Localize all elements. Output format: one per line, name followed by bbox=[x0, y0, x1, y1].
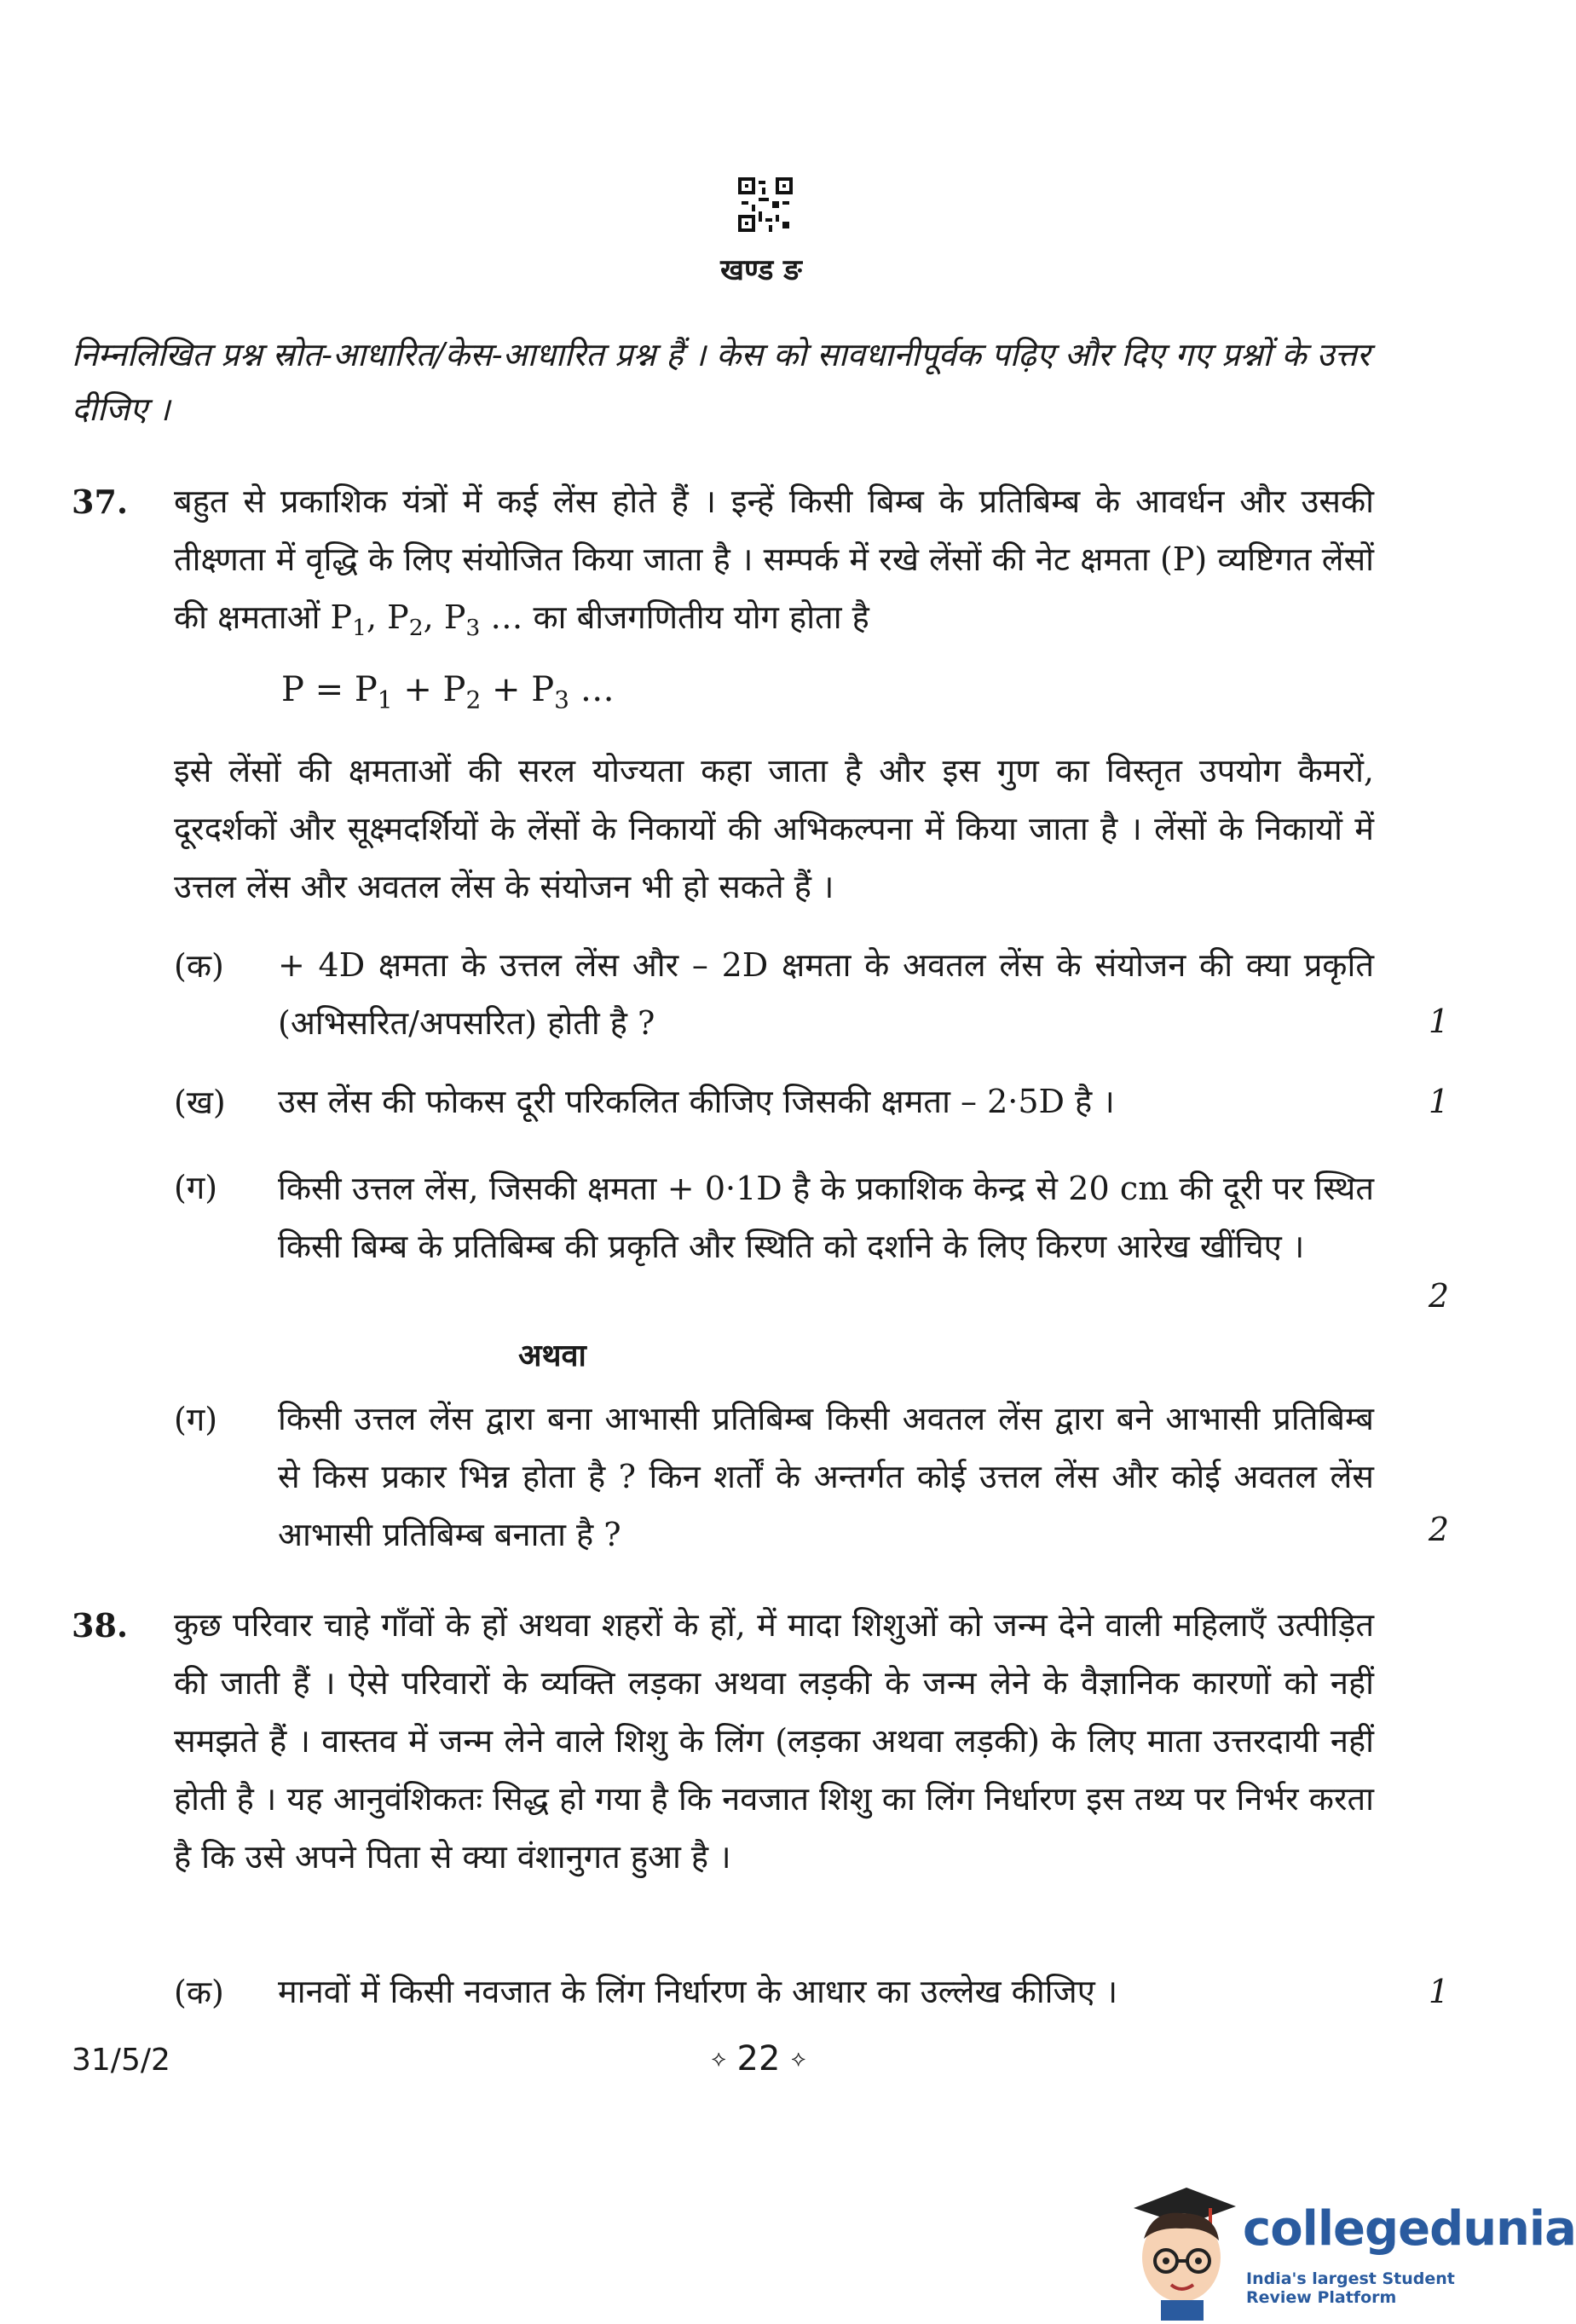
part-text: मानवों में किसी नवजात के लिंग निर्धारण के आधार का उल्लेख कीजिए । bbox=[278, 1973, 1118, 2010]
brand-name: collegedunia bbox=[1243, 2201, 1576, 2257]
marks: 2 bbox=[1428, 1511, 1449, 1548]
part-label: (क) bbox=[174, 1974, 224, 2011]
plus: + P bbox=[392, 670, 466, 709]
subscript: 2 bbox=[465, 685, 482, 714]
question-number: 38. bbox=[72, 1606, 129, 1645]
marks: 1 bbox=[1428, 1973, 1449, 2010]
page-number-value: 22 bbox=[736, 2039, 781, 2078]
ornament-icon: ⟡ bbox=[711, 2045, 726, 2072]
marks: 2 bbox=[1428, 1277, 1449, 1315]
paper-code: 31/5/2 bbox=[72, 2043, 170, 2078]
marks: 1 bbox=[1428, 1003, 1449, 1040]
intro-tail: … का बीजगणितीय योग होता है bbox=[480, 598, 869, 636]
formula-lhs: P = P bbox=[281, 670, 378, 709]
plus: + P bbox=[481, 670, 555, 709]
formula bbox=[281, 670, 615, 714]
question-paragraph: इसे लेंसों की क्षमताओं की सरल योज्यता कहा जाता है और इस गुण का विस्तृत उपयोग कैमरों, दूरदर्शकों और सूक्ष्मदर्शियों के लेंसों के निकायों की अभिकल्पना में किया जाता है । लेंसों के निकायों में उत्तल लेंस और अवतल लेंस के संयोजन भी हो सकते हैं । bbox=[174, 752, 1374, 905]
subscript: 1 bbox=[352, 614, 367, 641]
instruction-text: निम्नलिखित प्रश्न स्रोत-आधारित/केस-आधारित प्रश्न हैं । केस को सावधानीपूर्वक पढ़िए और दिए गए प्रश्नों के उत्तर दीजिए । bbox=[72, 336, 1371, 428]
part-text: किसी उत्तल लेंस, जिसकी क्षमता + 0·1D है के प्रकाशिक केन्द्र से 20 cm की दूरी पर स्थित किसी बिम्ब के प्रतिबिम्ब की प्रकृति और स्थिति को दर्शाने के लिए किरण आरेख खींचिए । bbox=[278, 1170, 1374, 1265]
qr-code-icon bbox=[738, 177, 793, 232]
question-number: 37. bbox=[72, 483, 129, 521]
marks: 1 bbox=[1428, 1083, 1449, 1120]
section-title: खण्ड ङ bbox=[720, 253, 802, 287]
subscript: 1 bbox=[377, 685, 393, 714]
part-label: (ग) bbox=[174, 1401, 218, 1438]
mascot-logo-icon bbox=[1127, 2179, 1238, 2321]
part-label: (ख) bbox=[174, 1084, 226, 1121]
separator: , bbox=[423, 598, 444, 636]
part-label: (क) bbox=[174, 947, 224, 985]
brand-tagline: India's largest Student Review Platform bbox=[1246, 2269, 1455, 2307]
question-intro: बहुत से प्रकाशिक यंत्रों में कई लेंस होते हैं । इन्हें किसी बिम्ब के प्रतिबिम्ब के आवर्धन और उसकी तीक्ष्णता में वृद्धि के लिए संयोजित किया जाता है । सम्पर्क में रखे लेंसों की नेट क्षमता (P) व्यष्टिगत लेंसों की क्षमताओं $P_1$, $P_2$, $P_3$ … का बीजगणितीय योग होता है bbox=[174, 483, 1374, 641]
subscript: 3 bbox=[465, 614, 481, 641]
part-text: उस लेंस की फोकस दूरी परिकलित कीजिए जिसकी क्षमता – 2·5D है । bbox=[278, 1083, 1115, 1120]
question-intro: कुछ परिवार चाहे गाँवों के हों अथवा शहरों के हों, में मादा शिशुओं को जन्म देने वाली महिलाएँ उत्पीड़ित की जाती हैं । ऐसे परिवारों के व्यक्ति लड़का अथवा लड़की के जन्म लेने के वैज्ञानिक कारणों को नहीं समझते हैं । वास्तव में जन्म लेने वाले शिशु के लिंग (लड़का अथवा लड़की) के लिए माता उत्तरदायी नहीं होती है । यह आनुवंशिकतः सिद्ध हो गया है कि नवजात शिशु का लिंग निर्धारण इस तथ्य पर निर्भर करता है कि उसे अपने पिता से क्या वंशानुगत हुआ है । bbox=[174, 1606, 1374, 1876]
part-text: किसी उत्तल लेंस द्वारा बना आभासी प्रतिबिम्ब किसी अवतल लेंस द्वारा बने आभासी प्रतिबिम्ब से किस प्रकार भिन्न होता है ? किन शर्तों के अन्तर्गत कोई उत्तल लेंस और कोई अवतल लेंस आभासी प्रतिबिम्ब बनाता है ? bbox=[278, 1400, 1374, 1553]
part-text: + 4D क्षमता के उत्तल लेंस और – 2D क्षमता के अवतल लेंस के संयोजन की क्या प्रकृति (अभिसरित/अपसरित) होती है ? bbox=[278, 946, 1374, 1042]
subscript: 3 bbox=[554, 685, 569, 714]
subscript: 2 bbox=[408, 614, 424, 641]
or-label: अथवा bbox=[518, 1338, 586, 1373]
page-number bbox=[673, 2039, 844, 2078]
formula-tail: … bbox=[569, 670, 615, 709]
part-label: (ग) bbox=[174, 1169, 218, 1206]
separator: , bbox=[366, 598, 388, 636]
intro-text: बहुत से प्रकाशिक यंत्रों में कई लेंस होते हैं । इन्हें किसी बिम्ब के प्रतिबिम्ब के आवर्धन और उसकी तीक्ष्णता में वृद्धि के लिए संयोजित किया जाता है । सम्पर्क में रखे लेंसों की नेट क्षमता (P) व्यष्टिगत लेंसों की क्षमताओं P bbox=[174, 483, 1374, 636]
ornament-icon: ⟡ bbox=[791, 2045, 806, 2072]
